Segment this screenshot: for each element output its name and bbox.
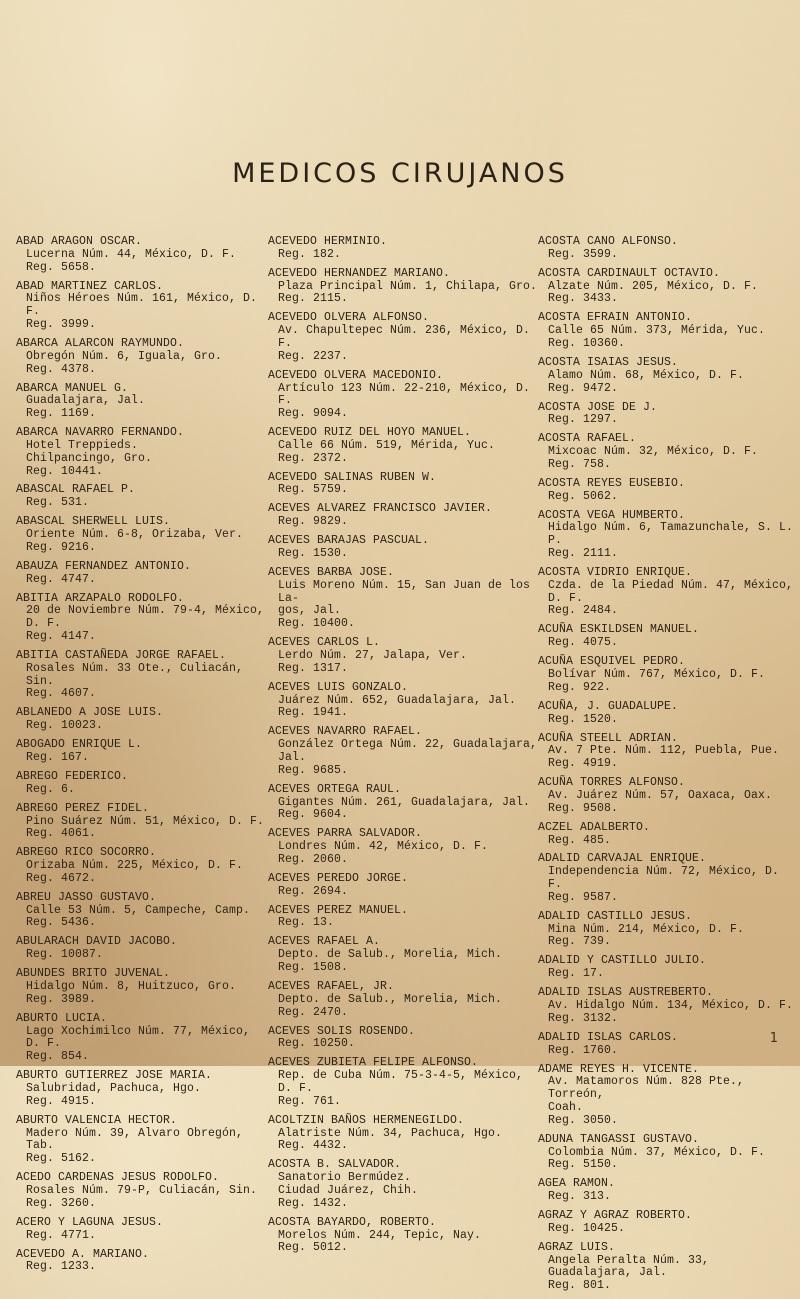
directory-entry	[538, 701, 796, 727]
registration-number: Reg. 10250.	[278, 1037, 356, 1051]
address-line: gos, Jal.	[278, 604, 342, 618]
physician-name: ACEVES ALVAREZ FRANCISCO JAVIER.	[268, 502, 493, 516]
directory-entry	[538, 1178, 796, 1204]
directory-entry	[538, 478, 796, 504]
address-line: Artículo 123 Núm. 22-210, México, D. F.	[278, 381, 531, 408]
page-title: MEDICOS CIRUJANOS	[232, 158, 568, 189]
directory-entry	[538, 822, 796, 848]
address-line: Rosales Núm. 33 Ote., Culiacán, Sin.	[26, 661, 244, 688]
directory-entry	[538, 1210, 796, 1236]
registration-number: Reg. 313.	[548, 1190, 612, 1204]
directory-entry	[538, 733, 796, 771]
registration-number: Reg. 4771.	[26, 1228, 97, 1242]
address-line: Obregón Núm. 6, Iguala, Gro.	[26, 349, 223, 363]
registration-number: Reg. 182.	[278, 247, 342, 261]
physician-name: ABREGO RICO SOCORRO.	[16, 846, 157, 860]
directory-entry	[538, 433, 796, 471]
physician-name: ACEVES ZUBIETA FELIPE ALFONSO.	[268, 1056, 479, 1070]
registration-number: Reg. 1520.	[548, 712, 619, 726]
address-line: Oriente Núm. 6-8, Orizaba, Ver.	[26, 528, 244, 542]
physician-name: ACZEL ADALBERTO.	[538, 820, 651, 834]
physician-name: ACEVES BARAJAS PASCUAL.	[268, 534, 430, 548]
directory-entry	[268, 936, 538, 974]
directory-entry	[16, 1115, 266, 1166]
registration-number: Reg. 17.	[548, 967, 605, 981]
registration-number: Reg. 3599.	[548, 247, 619, 261]
registration-number: Reg. 1530.	[278, 547, 349, 561]
directory-entry	[16, 968, 266, 1006]
directory-entry	[268, 1115, 538, 1153]
physician-name: AGRAZ Y AGRAZ ROBERTO.	[538, 1209, 693, 1223]
address-line: Londres Núm. 42, México, D. F.	[278, 840, 489, 854]
directory-entry	[268, 236, 538, 262]
registration-number: Reg. 9587.	[548, 890, 619, 904]
physician-name: ADALID ISLAS AUSTREBERTO.	[538, 986, 714, 1000]
registration-number: Reg. 801.	[548, 1279, 612, 1293]
address-line: Alzate Núm. 205, México, D. F.	[548, 279, 759, 293]
address-line: Calle 65 Núm. 373, Mérida, Yuc.	[548, 324, 766, 338]
registration-number: Reg. 5658.	[26, 260, 97, 274]
physician-name: ACUÑA, J. GUADALUPE.	[538, 699, 679, 713]
physician-name: ACOSTA CANO ALFONSO.	[538, 235, 679, 248]
directory-entry	[16, 484, 266, 510]
physician-name: ABAD MARTINEZ CARLOS.	[16, 279, 164, 293]
directory-entry	[538, 567, 796, 618]
physician-name: ACOSTA BAYARDO, ROBERTO.	[268, 1215, 437, 1229]
directory-entry	[16, 803, 266, 841]
registration-number: Reg. 9216.	[26, 540, 97, 554]
physician-name: ACOSTA VIDRIO ENRIQUE.	[538, 566, 693, 580]
physician-name: ACEVES RAFAEL, JR.	[268, 980, 395, 994]
registration-number: Reg. 5150.	[548, 1158, 619, 1172]
physician-name: ADALID CASTILLO JESUS.	[538, 909, 693, 923]
directory-entry	[538, 853, 796, 904]
registration-number: Reg. 1297.	[548, 413, 619, 427]
registration-number: Reg. 9685.	[278, 763, 349, 777]
registration-number: Reg. 5759.	[278, 483, 349, 497]
address-line: Hidalgo Núm. 8, Huitzuco, Gro.	[26, 980, 237, 994]
address-line: Av. 7 Pte. Núm. 112, Puebla, Pue.	[548, 744, 780, 758]
physician-name: ACEVEDO OLVERA ALFONSO.	[268, 311, 430, 325]
registration-number: Reg. 4432.	[278, 1139, 349, 1153]
directory-column-3	[538, 236, 796, 1299]
registration-number: Reg. 2484.	[548, 604, 619, 618]
address-line: Independencia Núm. 72, México, D. F.	[548, 865, 780, 892]
registration-number: Reg. 9472.	[548, 381, 619, 395]
directory-entry	[538, 357, 796, 395]
registration-number: Reg. 3050.	[548, 1113, 619, 1127]
registration-number: Reg. 3989.	[26, 992, 97, 1006]
directory-entry	[538, 1242, 796, 1293]
registration-number: Reg. 4075.	[548, 636, 619, 650]
address-line: Salubridad, Pachuca, Hgo.	[26, 1081, 202, 1095]
registration-number: Reg. 4607.	[26, 687, 97, 701]
directory-entry	[538, 312, 796, 350]
address-line: Lerdo Núm. 27, Jalapa, Ver.	[278, 649, 468, 662]
directory-column-1	[16, 236, 266, 1280]
physician-name: ACEVEDO OLVERA MACEDONIO.	[268, 368, 444, 382]
registration-number: Reg. 6.	[26, 782, 76, 796]
directory-entry	[538, 1032, 796, 1058]
physician-name: ACUÑA STEELL ADRIAN.	[538, 731, 679, 745]
physician-name: ACEDO CARDENAS JESUS RODOLFO.	[16, 1171, 220, 1185]
registration-number: Reg. 2694.	[278, 884, 349, 898]
directory-entry	[268, 503, 538, 529]
physician-name: ADAME REYES H. VICENTE.	[538, 1062, 700, 1076]
address-line: Mina Núm. 214, México, D. F.	[548, 922, 745, 936]
physician-name: ACOSTA B. SALVADOR.	[268, 1158, 402, 1172]
directory-entry	[538, 624, 796, 650]
physician-name: ADALID Y CASTILLO JULIO.	[538, 954, 707, 968]
registration-number: Reg. 3132.	[548, 1011, 619, 1025]
address-line: Rep. de Cuba Núm. 75-3-4-5, México, D. F.	[278, 1069, 524, 1095]
registration-number: Reg. 2111.	[548, 547, 619, 561]
directory-entry	[16, 1217, 266, 1243]
address-line: Juárez Núm. 652, Guadalajara, Jal.	[278, 693, 517, 707]
address-line: 20 de Noviembre Núm. 79-4, México, D. F.	[26, 604, 265, 631]
address-line: Rosales Núm. 79-P, Culiacán, Sin.	[26, 1183, 258, 1197]
physician-name: ABITIA CASTAÑEDA JORGE RAFAEL.	[16, 649, 227, 662]
registration-number: Reg. 2115.	[278, 292, 349, 306]
directory-entry	[538, 236, 796, 262]
directory-entry	[268, 1026, 538, 1052]
registration-number: Reg. 1317.	[278, 661, 349, 675]
physician-name: ACEVEDO HERMINIO.	[268, 235, 388, 248]
address-line: Morelos Núm. 244, Tepic, Nay.	[278, 1228, 482, 1242]
registration-number: Reg. 10087.	[26, 948, 104, 962]
registration-number: Reg. 1941.	[278, 706, 349, 720]
address-line: Sanatorio Bermúdez.	[278, 1171, 412, 1185]
address-line: Av. Hidalgo Núm. 134, México, D. F.	[548, 999, 794, 1013]
physician-name: AGEA RAMON.	[538, 1177, 616, 1191]
physician-name: ABULARACH DAVID JACOBO.	[16, 935, 178, 949]
address-line: Hidalgo Núm. 6, Tamazunchale, S. L. P.	[548, 521, 794, 548]
registration-number: Reg. 167.	[26, 750, 90, 764]
physician-name: ACEVEDO RUIZ DEL HOYO MANUEL.	[268, 426, 472, 440]
address-line: Calle 53 Núm. 5, Campeche, Camp.	[26, 903, 251, 917]
registration-number: Reg. 9604.	[278, 808, 349, 822]
directory-entry	[538, 656, 796, 694]
directory-entry	[268, 1217, 538, 1255]
address-line: González Ortega Núm. 22, Guadalajara, Jal.	[278, 738, 538, 764]
directory-entry	[16, 847, 266, 885]
registration-number: Reg. 1508.	[278, 961, 349, 975]
address-line: Colombia Núm. 37, México, D. F.	[548, 1145, 766, 1159]
address-line: Chilpancingo, Gro.	[26, 451, 153, 465]
registration-number: Reg. 854.	[26, 1050, 90, 1064]
directory-entry	[16, 892, 266, 930]
physician-name: ADALID CARVAJAL ENRIQUE.	[538, 852, 707, 866]
physician-name: ABURTO GUTIERREZ JOSE MARIA.	[16, 1069, 213, 1083]
registration-number: Reg. 10425.	[548, 1221, 626, 1235]
directory-entry	[16, 561, 266, 587]
physician-name: ABOGADO ENRIQUE L.	[16, 738, 143, 752]
address-line: Angela Peralta Núm. 33, Guadalajara, Jal.	[548, 1253, 710, 1280]
directory-entry	[268, 1159, 538, 1210]
physician-name: ACEVEDO A. MARIANO.	[16, 1247, 150, 1261]
directory-entry	[538, 777, 796, 815]
physician-name: ABASCAL SHERWELL LUIS.	[16, 515, 171, 529]
physician-name: ABAD ARAGON OSCAR.	[16, 235, 143, 248]
physician-name: ACEVES ORTEGA RAUL.	[268, 782, 402, 796]
directory-entry	[16, 383, 266, 421]
registration-number: Reg. 2470.	[278, 1005, 349, 1019]
registration-number: Reg. 4672.	[26, 871, 97, 885]
address-line: Pino Suárez Núm. 51, México, D. F.	[26, 814, 265, 828]
physician-name: ACOSTA JOSE DE J.	[538, 400, 658, 414]
directory-entry	[268, 312, 538, 363]
physician-name: ACEVES RAFAEL A.	[268, 935, 381, 949]
directory-column-2	[268, 236, 538, 1261]
physician-name: ABASCAL RAFAEL P.	[16, 483, 136, 497]
physician-name: ACOSTA VEGA HUMBERTO.	[538, 508, 686, 522]
directory-entry	[16, 1249, 266, 1275]
registration-number: Reg. 4747.	[26, 572, 97, 586]
directory-entry	[16, 593, 266, 644]
directory-entry	[268, 535, 538, 561]
directory-entry	[268, 784, 538, 822]
directory-entry	[268, 637, 538, 675]
physician-name: ACOSTA REYES EUSEBIO.	[538, 476, 686, 490]
address-line: Plaza Principal Núm. 1, Chilapa, Gro.	[278, 279, 538, 293]
address-line: Alatriste Núm. 34, Pachuca, Hgo.	[278, 1126, 503, 1140]
physician-name: ABREU JASSO GUSTAVO.	[16, 890, 157, 904]
physician-name: ACEVES PARRA SALVADOR.	[268, 827, 423, 841]
registration-number: Reg. 3999.	[26, 317, 97, 331]
registration-number: Reg. 4147.	[26, 630, 97, 644]
registration-number: Reg. 3433.	[548, 292, 619, 306]
registration-number: Reg. 4378.	[26, 362, 97, 376]
registration-number: Reg. 4061.	[26, 827, 97, 841]
address-line: Luis Moreno Núm. 15, San Juan de los La-	[278, 578, 531, 605]
physician-name: ACUÑA ESKILDSEN MANUEL.	[538, 623, 700, 637]
registration-number: Reg. 739.	[548, 935, 612, 949]
physician-name: AGRAZ LUIS.	[538, 1240, 616, 1254]
physician-name: ACEVES SOLIS ROSENDO.	[268, 1024, 416, 1038]
registration-number: Reg. 5012.	[278, 1241, 349, 1255]
physician-name: ABITIA ARZAPALO RODOLFO.	[16, 591, 185, 605]
directory-entry	[268, 268, 538, 306]
physician-name: ACUÑA TORRES ALFONSO.	[538, 776, 686, 790]
address-line: Depto. de Salub., Morelia, Mich.	[278, 948, 503, 962]
directory-entry	[268, 427, 538, 465]
registration-number: Reg. 531.	[26, 496, 90, 510]
registration-number: Reg. 485.	[548, 833, 612, 847]
registration-number: Reg. 5062.	[548, 489, 619, 503]
physician-name: ACOLTZIN BAÑOS HERMENEGILDO.	[268, 1113, 465, 1127]
address-line: Niños Héroes Núm. 161, México, D. F.	[26, 292, 258, 319]
page-number: 1	[769, 1031, 778, 1046]
physician-name: ACEVES PEREDO JORGE.	[268, 871, 409, 885]
registration-number: Reg. 2060.	[278, 852, 349, 866]
physician-name: ABURTO LUCIA.	[16, 1011, 108, 1025]
registration-number: Reg. 9508.	[548, 801, 619, 815]
address-line: Bolívar Núm. 767, México, D. F.	[548, 667, 766, 681]
directory-entry	[16, 338, 266, 376]
registration-number: Reg. 1169.	[26, 407, 97, 421]
directory-entry	[268, 472, 538, 498]
physician-name: ABURTO VALENCIA HECTOR.	[16, 1113, 178, 1127]
registration-number: Reg. 758.	[548, 457, 612, 471]
directory-entry	[538, 987, 796, 1025]
registration-number: Reg. 922.	[548, 680, 612, 694]
directory-entry	[268, 682, 538, 720]
address-line: Hotel Treppieds.	[26, 438, 139, 452]
directory-entry	[16, 1070, 266, 1108]
address-line: Czda. de la Piedad Núm. 47, México, D. F.	[548, 578, 794, 605]
registration-number: Reg. 3260.	[26, 1196, 97, 1210]
registration-number: Reg. 9094.	[278, 407, 349, 421]
address-line: Av. Chapultepec Núm. 236, México, D. F.	[278, 324, 531, 350]
physician-name: ABREGO PEREZ FIDEL.	[16, 801, 150, 815]
address-line: Gigantes Núm. 261, Guadalajara, Jal.	[278, 795, 531, 809]
physician-name: ABREGO FEDERICO.	[16, 769, 129, 783]
registration-number: Reg. 13.	[278, 916, 335, 930]
directory-entry	[538, 955, 796, 981]
directory-entry	[268, 726, 538, 777]
directory-entry	[268, 567, 538, 631]
physician-name: ACEVES PEREZ MANUEL.	[268, 903, 409, 917]
directory-entry	[16, 516, 266, 554]
registration-number: Reg. 10023.	[26, 719, 104, 733]
physician-name: ACOSTA RAFAEL.	[538, 432, 637, 446]
physician-name: ADUNA TANGASSI GUSTAVO.	[538, 1132, 700, 1146]
physician-name: ABAUZA FERNANDEZ ANTONIO.	[16, 559, 192, 573]
registration-number: Reg. 4915.	[26, 1094, 97, 1108]
registration-number: Reg. 1432.	[278, 1196, 349, 1210]
directory-entry	[16, 427, 266, 478]
address-line: Madero Núm. 39, Alvaro Obregón, Tab.	[26, 1126, 244, 1153]
address-line: Calle 66 Núm. 519, Mérida, Yuc.	[278, 438, 496, 452]
physician-name: ACEVES CARLOS L.	[268, 636, 381, 650]
address-line: Guadalajara, Jal.	[26, 394, 146, 408]
directory-entry	[268, 1057, 538, 1108]
address-line: Av. Matamoros Núm. 828 Pte., Torreón,	[548, 1075, 745, 1102]
directory-entry	[16, 707, 266, 733]
address-line: Alamo Núm. 68, México, D. F.	[548, 368, 745, 382]
physician-name: ACEVES NAVARRO RAFAEL.	[268, 725, 423, 739]
registration-number: Reg. 10360.	[548, 336, 626, 350]
directory-entry	[16, 1013, 266, 1064]
physician-name: ACOSTA ISAIAS JESUS.	[538, 355, 679, 369]
directory-entry	[268, 370, 538, 421]
physician-name: ACUÑA ESQUIVEL PEDRO.	[538, 655, 686, 669]
address-line: Depto. de Salub., Morelia, Mich.	[278, 992, 503, 1006]
directory-entry	[538, 1064, 796, 1128]
physician-name: ABARCA MANUEL G.	[16, 381, 129, 395]
directory-entry	[16, 650, 266, 701]
directory-entry	[16, 281, 266, 332]
address-line: Mixcoac Núm. 32, México, D. F.	[548, 445, 759, 459]
registration-number: Reg. 4919.	[548, 757, 619, 771]
address-line: Lago Xochimilco Núm. 77, México, D. F.	[26, 1024, 251, 1051]
physician-name: ABARCA NAVARRO FERNANDO.	[16, 426, 185, 440]
registration-number: Reg. 9829.	[278, 515, 349, 529]
physician-name: ADALID ISLAS CARLOS.	[538, 1030, 679, 1044]
physician-name: ACEVEDO HERNANDEZ MARIANO.	[268, 266, 451, 280]
directory-entry	[16, 1172, 266, 1210]
address-line: Lucerna Núm. 44, México, D. F.	[26, 247, 237, 261]
registration-number: Reg. 1233.	[26, 1260, 97, 1274]
directory-entry	[16, 771, 266, 797]
registration-number: Reg. 2237.	[278, 349, 349, 363]
directory-entry	[268, 981, 538, 1019]
physician-name: ACOSTA EFRAIN ANTONIO.	[538, 311, 693, 325]
registration-number: Reg. 5162.	[26, 1152, 97, 1166]
directory-entry	[268, 828, 538, 866]
address-line: Coah.	[548, 1100, 584, 1114]
address-line: Av. Juárez Núm. 57, Oaxaca, Oax.	[548, 788, 773, 802]
directory-entry	[538, 911, 796, 949]
directory-entry	[538, 402, 796, 428]
physician-name: ACEVES LUIS GONZALO.	[268, 680, 409, 694]
directory-entry	[268, 905, 538, 931]
physician-name: ABUNDES BRITO JUVENAL.	[16, 967, 171, 981]
physician-name: ABARCA ALARCON RAYMUNDO.	[16, 336, 185, 350]
registration-number: Reg. 761.	[278, 1094, 342, 1108]
directory-entry	[16, 739, 266, 765]
physician-name: ACERO Y LAGUNA JESUS.	[16, 1215, 164, 1229]
directory-entry	[538, 268, 796, 306]
registration-number: Reg. 5436.	[26, 916, 97, 930]
registration-number: Reg. 10441.	[26, 464, 104, 478]
registration-number: Reg. 10400.	[278, 617, 356, 631]
registration-number: Reg. 1760.	[548, 1043, 619, 1057]
physician-name: ACOSTA CARDINAULT OCTAVIO.	[538, 266, 721, 280]
physician-name: ABLANEDO A JOSE LUIS.	[16, 706, 164, 720]
directory-entry	[538, 1134, 796, 1172]
physician-name: ACEVES BARBA JOSE.	[268, 566, 395, 580]
physician-name: ACEVEDO SALINAS RUBEN W.	[268, 470, 437, 484]
directory-entry	[268, 873, 538, 899]
directory-entry	[16, 236, 266, 274]
directory-entry	[538, 510, 796, 561]
registration-number: Reg. 2372.	[278, 451, 349, 465]
address-line: Orizaba Núm. 225, México, D. F.	[26, 859, 244, 873]
address-line: Ciudad Juárez, Chih.	[278, 1183, 419, 1197]
directory-entry	[16, 936, 266, 962]
